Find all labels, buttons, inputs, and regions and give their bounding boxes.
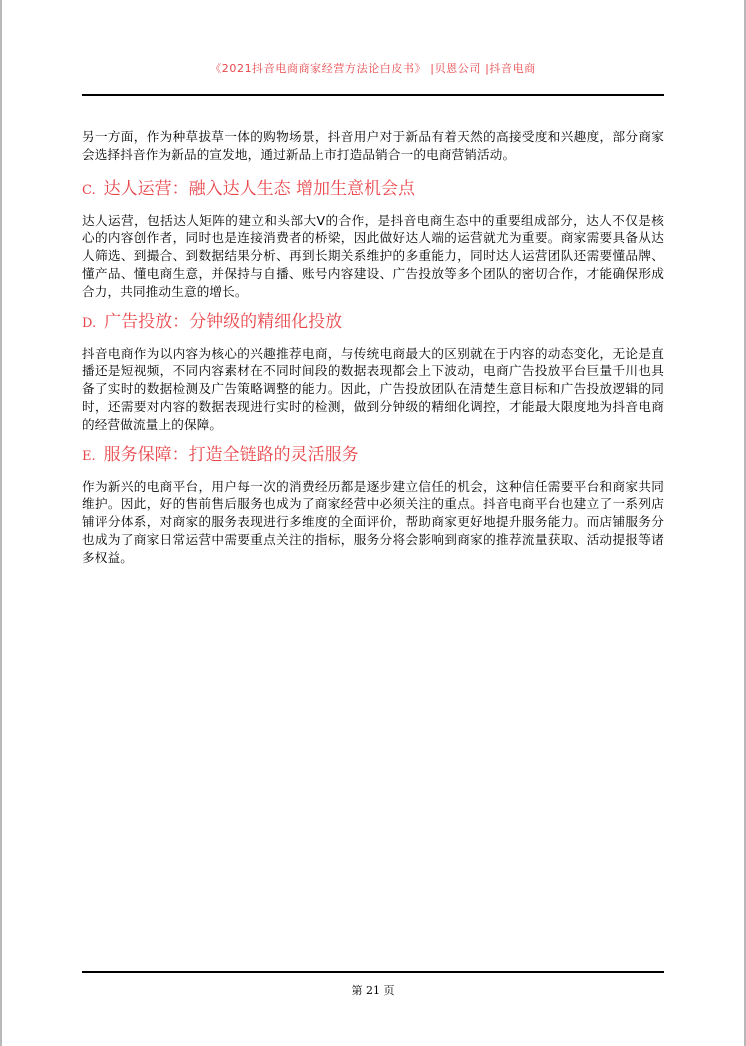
intro-paragraph: 另一方面，作为种草拔草一体的购物场景，抖音用户对于新品有着天然的高接受度和兴趣度，部分商家会选择抖音作为新品的宣发地，通过新品上市打造品销合一的电商营销活动。 <box>82 129 664 162</box>
section-e-paragraph: 作为新兴的电商平台，用户每一次的消费经历都是逐步建立信任的机会，这种信任需要平台和商家共同维护。因此，好的售前售后服务也成为了商家经营中必须关注的重点。抖音电商平台也建立了一系列店铺评分体系，对商家的服务表现进行多维度的全面评价，帮助商家更好地提升服务能力。而店铺服务分也成为了商家日常运营中需要重点关注的指标，服务分将会影响到商家的推荐流量获取、活动提报等诸多权益。 <box>82 478 664 565</box>
section-heading-e <box>82 444 664 468</box>
header-rule <box>82 94 664 96</box>
section-title: 达人运营：融入达人生态 增加生意机会点 <box>103 178 416 199</box>
section-letter: D. <box>82 315 97 331</box>
page-content <box>82 128 664 567</box>
section-letter: C. <box>82 182 96 198</box>
section-d-paragraph: 抖音电商作为以内容为核心的兴趣推荐电商，与传统电商最大的区别就在于内容的动态变化，无论是直播还是短视频，不同内容素材在不同时间段的数据表现都会上下波动，电商广告投放平台巨量千川也具备了实时的数据检测及广告策略调整的能力。因此，广告投放团队在清楚生意目标和广告投放逻辑的同时，还需要对内容的数据表现进行实时的检测，做到分钟级的精细化调控，才能最大限度地为抖音电商的经营做流量上的保障。 <box>82 345 664 432</box>
page-number: 第 21 页 <box>351 984 395 997</box>
section-heading-c <box>82 178 664 202</box>
section-title: 广告投放：分钟级的精细化投放 <box>104 311 343 332</box>
running-header: 《2021抖音电商商家经营方法论白皮书》 |贝恩公司 |抖音电商 <box>210 62 536 75</box>
section-c-paragraph: 达人运营，包括达人矩阵的建立和头部大V的合作，是抖音电商生态中的重要组成部分，达人不仅是核心的内容创作者，同时也是连接消费者的桥梁，因此做好达人端的运营就尤为重要。商家需要具备从达人筛选、到撮合、到数据结果分析、再到长期关系维护的多重能力，同时达人运营团队还需要懂品牌、懂产品、懂电商生意，并保持与自播、账号内容建设、广告投放等多个团队的密切合作，才能确保形成合力，共同推动生意的增长。 <box>82 212 664 299</box>
section-heading-d <box>82 311 664 335</box>
section-title: 服务保障：打造全链路的灵活服务 <box>103 444 359 465</box>
footer-rule <box>82 971 664 973</box>
section-letter: E. <box>82 448 96 464</box>
page-edge-left <box>0 0 2 1046</box>
